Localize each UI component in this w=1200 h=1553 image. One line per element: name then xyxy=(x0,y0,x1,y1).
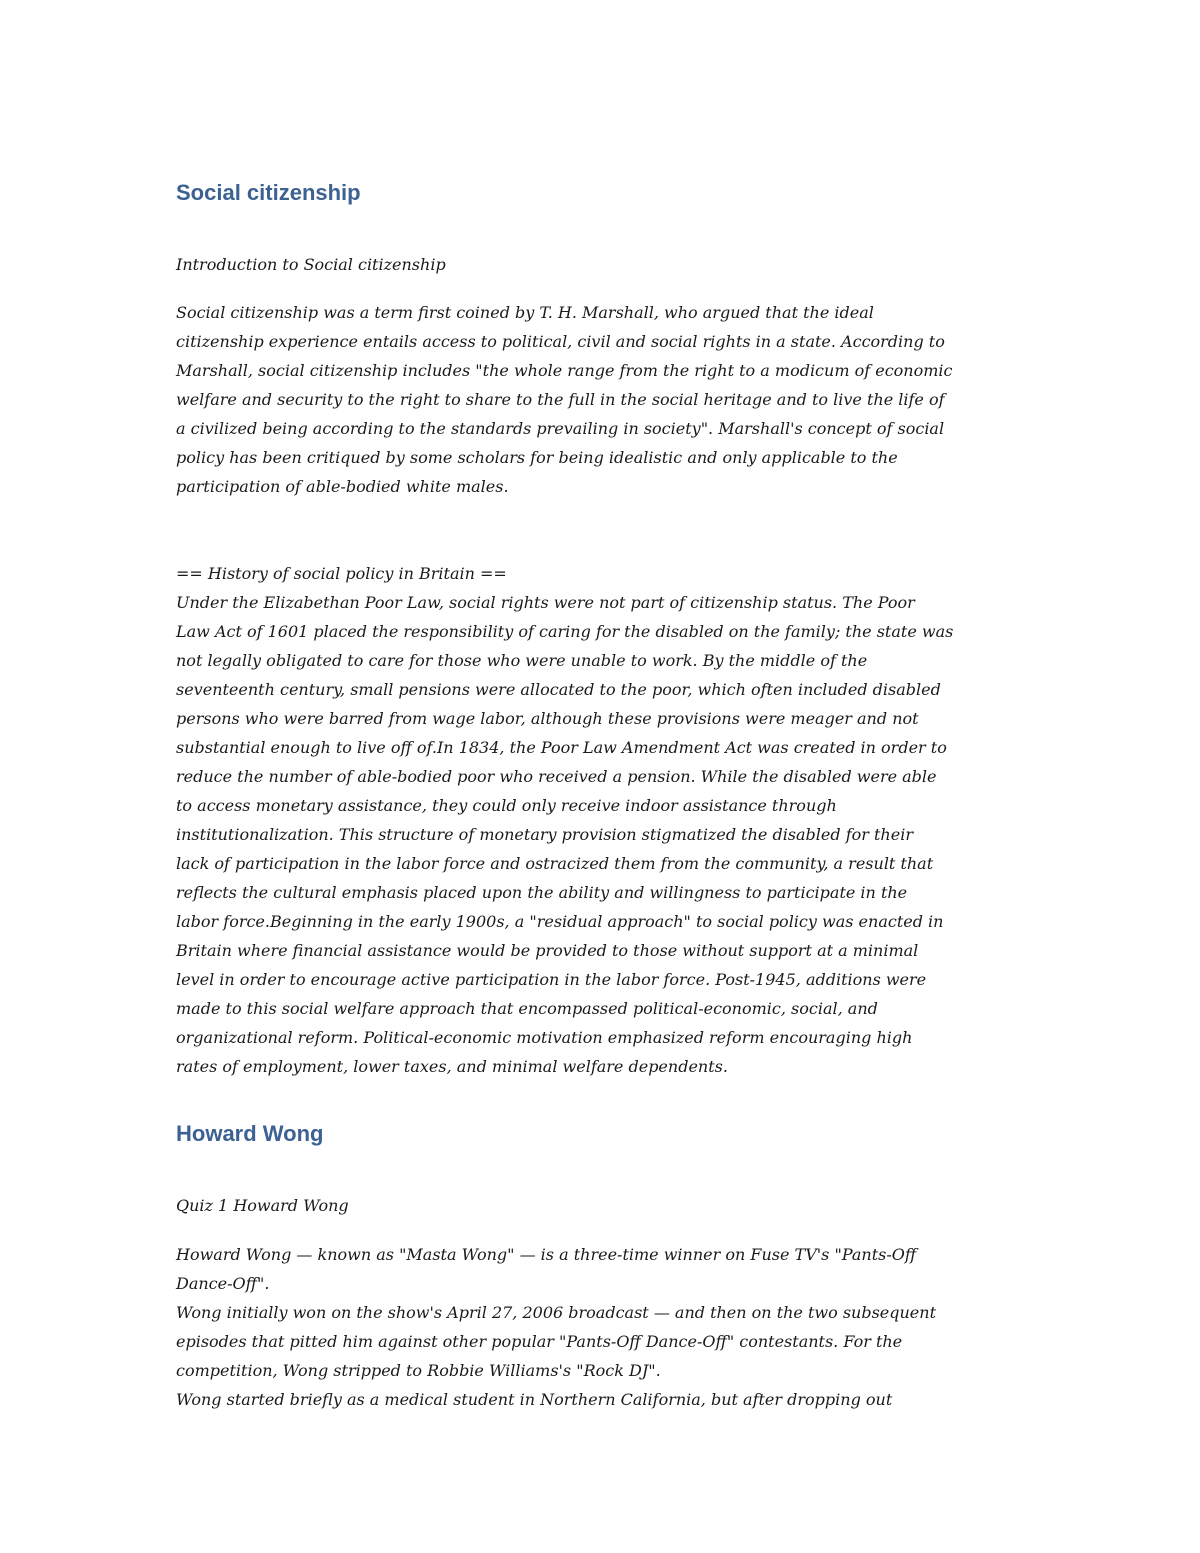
text-line: not legally obligated to care for those who were unable to work. By the middle of the xyxy=(176,651,868,670)
text-line: Dance-Off". xyxy=(176,1274,270,1293)
text-line: persons who were barred from wage labor, although these provisions were meager and not xyxy=(176,709,919,728)
text-line: reduce the number of able-bodied poor who received a pension. While the disabled were able xyxy=(176,767,937,786)
text-line: welfare and security to the right to share to the full in the social heritage and to live the life of xyxy=(176,390,945,409)
section-heading-howard-wong: Howard Wong xyxy=(176,1121,324,1146)
text-line: a civilized being according to the standards prevailing in society". Marshall's concept of social xyxy=(176,419,945,438)
history-heading-line: == History of social policy in Britain == xyxy=(176,564,507,583)
text-line: Wong started briefly as a medical student in Northern California, but after dropping out xyxy=(176,1390,893,1409)
text-line: Social citizenship was a term first coined by T. H. Marshall, who argued that the ideal xyxy=(176,303,874,322)
text-line: seventeenth century, small pensions were allocated to the poor, which often included disabled xyxy=(176,680,941,699)
text-line: citizenship experience entails access to political, civil and social rights in a state. According to xyxy=(176,332,945,351)
paragraph-history-social-policy xyxy=(176,559,1056,1081)
paragraph-introduction xyxy=(176,298,1056,501)
text-line: Marshall, social citizenship includes "the whole range from the right to a modicum of economic xyxy=(176,361,953,380)
text-line: made to this social welfare approach that encompassed political-economic, social, and xyxy=(176,999,878,1018)
text-line: substantial enough to live off of.In 1834, the Poor Law Amendment Act was created in order to xyxy=(176,738,947,757)
subsection-label-introduction: Introduction to Social citizenship xyxy=(176,255,446,274)
text-line: reflects the cultural emphasis placed upon the ability and willingness to participate in the xyxy=(176,883,908,902)
text-line: institutionalization. This structure of monetary provision stigmatized the disabled for their xyxy=(176,825,913,844)
text-line: competition, Wong stripped to Robbie Williams's "Rock DJ". xyxy=(176,1361,661,1380)
text-line: labor force.Beginning in the early 1900s, a "residual approach" to social policy was enacted in xyxy=(176,912,944,931)
text-line: organizational reform. Political-economic motivation emphasized reform encouraging high xyxy=(176,1028,913,1047)
text-line: participation of able-bodied white males. xyxy=(176,477,509,496)
text-line: level in order to encourage active participation in the labor force. Post-1945, additions were xyxy=(176,970,927,989)
text-line: rates of employment, lower taxes, and minimal welfare dependents. xyxy=(176,1057,728,1076)
paragraph-howard-wong xyxy=(176,1240,1056,1414)
subsection-label-quiz: Quiz 1 Howard Wong xyxy=(176,1196,349,1215)
text-line: lack of participation in the labor force and ostracized them from the community, a result that xyxy=(176,854,934,873)
text-line: Britain where financial assistance would be provided to those without support at a minimal xyxy=(176,941,919,960)
text-line: Howard Wong — known as "Masta Wong" — is a three-time winner on Fuse TV's "Pants-Off xyxy=(176,1245,917,1264)
section-heading-social-citizenship: Social citizenship xyxy=(176,180,361,205)
text-line: Law Act of 1601 placed the responsibility of caring for the disabled on the family; the state was xyxy=(176,622,954,641)
text-line: Under the Elizabethan Poor Law, social rights were not part of citizenship status. The Poor xyxy=(176,593,915,612)
text-line: episodes that pitted him against other popular "Pants-Off Dance-Off" contestants. For the xyxy=(176,1332,903,1351)
text-line: to access monetary assistance, they could only receive indoor assistance through xyxy=(176,796,837,815)
text-line: Wong initially won on the show's April 27, 2006 broadcast — and then on the two subsequent xyxy=(176,1303,937,1322)
text-line: policy has been critiqued by some scholars for being idealistic and only applicable to the xyxy=(176,448,898,467)
